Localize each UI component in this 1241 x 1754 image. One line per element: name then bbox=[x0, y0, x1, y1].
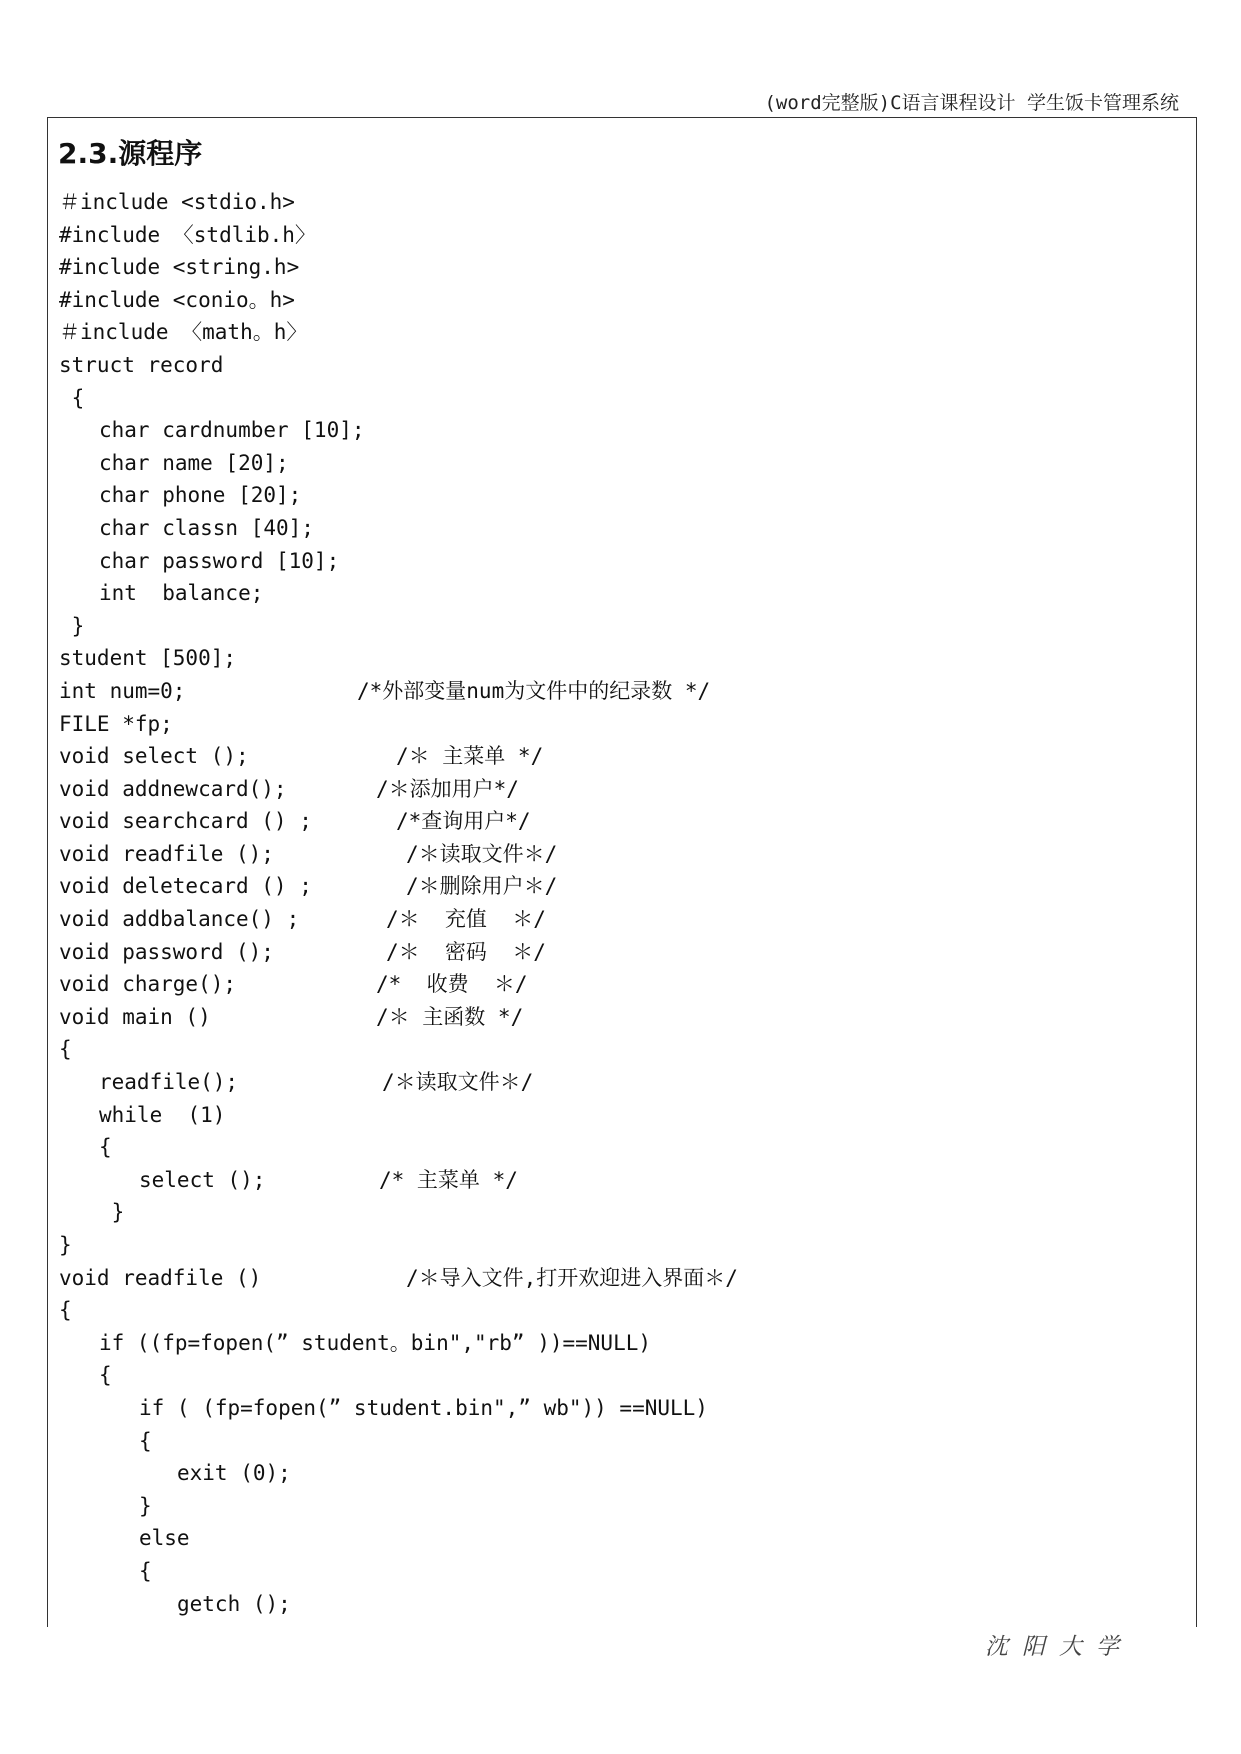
code-statement: void addbalance() ; bbox=[59, 907, 300, 932]
code-statement: void addnewcard(); bbox=[59, 776, 287, 801]
code-line bbox=[59, 838, 1179, 871]
code-statement: getch (); bbox=[177, 1591, 291, 1616]
code-line bbox=[59, 1131, 1179, 1164]
code-comment: /＊读取文件＊/ bbox=[382, 1070, 534, 1095]
code-line bbox=[59, 1359, 1179, 1392]
code-line bbox=[59, 1522, 1179, 1555]
code-statement: } bbox=[99, 1200, 125, 1225]
code-line bbox=[59, 316, 1179, 349]
code-line bbox=[59, 186, 1179, 219]
code-line bbox=[59, 512, 1179, 545]
code-line bbox=[59, 1033, 1179, 1066]
code-statement: char phone [20]; bbox=[99, 483, 302, 508]
code-statement: void readfile (); bbox=[59, 841, 274, 866]
code-comment: /*外部变量num为文件中的纪录数 */ bbox=[357, 678, 711, 703]
code-line bbox=[59, 284, 1179, 317]
code-comment: /＊ 主菜单 */ bbox=[396, 744, 544, 769]
code-statement: student [500]; bbox=[59, 646, 237, 671]
code-comment: /＊ 密码 ＊/ bbox=[386, 939, 546, 964]
code-line bbox=[59, 1425, 1179, 1458]
code-statement: while (1) bbox=[99, 1102, 226, 1127]
code-line bbox=[59, 805, 1179, 838]
code-statement: readfile(); bbox=[99, 1070, 239, 1095]
code-line bbox=[59, 1555, 1179, 1588]
code-statement: { bbox=[59, 1298, 72, 1323]
code-comment: /＊删除用户＊/ bbox=[406, 874, 558, 899]
code-line bbox=[59, 382, 1179, 415]
code-statement: void password (); bbox=[59, 939, 274, 964]
code-line bbox=[59, 1588, 1179, 1621]
code-statement: else bbox=[139, 1526, 190, 1551]
code-line bbox=[59, 1099, 1179, 1132]
code-comment: /* 收费 ＊/ bbox=[376, 972, 528, 997]
code-line bbox=[59, 479, 1179, 512]
code-statement: { bbox=[139, 1428, 152, 1453]
code-line bbox=[59, 1262, 1179, 1295]
code-statement: } bbox=[139, 1493, 152, 1518]
code-line bbox=[59, 708, 1179, 741]
code-statement: void searchcard () ; bbox=[59, 809, 312, 834]
code-statement: char classn [40]; bbox=[99, 515, 314, 540]
code-comment: /＊导入文件,打开欢迎进入界面＊/ bbox=[406, 1265, 738, 1290]
code-comment: /＊添加用户*/ bbox=[376, 776, 519, 801]
code-statement: FILE *fp; bbox=[59, 711, 173, 736]
code-statement: { bbox=[139, 1558, 152, 1583]
code-comment: /* 主菜单 */ bbox=[379, 1167, 518, 1192]
code-statement: select (); bbox=[139, 1167, 266, 1192]
code-comment: /＊ 主函数 */ bbox=[376, 1004, 524, 1029]
code-line bbox=[59, 1490, 1179, 1523]
code-line bbox=[59, 870, 1179, 903]
code-statement: ＃include <stdio.h> bbox=[59, 190, 295, 214]
code-line bbox=[59, 1164, 1179, 1197]
code-line bbox=[59, 251, 1179, 284]
code-line bbox=[59, 773, 1179, 806]
code-statement: void deletecard () ; bbox=[59, 874, 312, 899]
code-statement: } bbox=[59, 1233, 72, 1257]
code-statement: } bbox=[59, 613, 85, 638]
code-line bbox=[59, 1001, 1179, 1034]
code-statement: { bbox=[99, 1363, 112, 1388]
code-statement: #include <conio。h> bbox=[59, 287, 295, 312]
code-line bbox=[59, 1294, 1179, 1327]
code-statement: ＃include 〈math。h〉 bbox=[59, 320, 308, 345]
code-statement: #include 〈stdlib.h〉 bbox=[59, 222, 316, 247]
footer-school-name: 沈阳大学 bbox=[985, 1634, 1133, 1660]
code-statement: if ( (fp=fopen(” student.bin",” wb")) ==NULL) bbox=[139, 1395, 708, 1420]
code-line bbox=[59, 675, 1179, 708]
source-code-block bbox=[59, 186, 1179, 1620]
code-statement: char password [10]; bbox=[99, 548, 340, 573]
code-comment: /*查询用户*/ bbox=[396, 809, 531, 834]
code-statement: int num=0; bbox=[59, 678, 186, 703]
document-header-title: (word完整版)C语言课程设计 学生饭卡管理系统 bbox=[764, 92, 1179, 114]
code-line bbox=[59, 903, 1179, 936]
code-line bbox=[59, 740, 1179, 773]
code-comment: /＊ 充值 ＊/ bbox=[386, 907, 546, 932]
code-line bbox=[59, 349, 1179, 382]
code-statement: char cardnumber [10]; bbox=[99, 418, 365, 443]
code-line bbox=[59, 610, 1179, 643]
code-statement: { bbox=[59, 1037, 72, 1062]
code-line bbox=[59, 1327, 1179, 1360]
code-statement: exit (0); bbox=[177, 1461, 291, 1486]
code-statement: void main () bbox=[59, 1004, 211, 1029]
code-line bbox=[59, 936, 1179, 969]
code-statement: int balance; bbox=[99, 581, 264, 606]
code-line bbox=[59, 219, 1179, 252]
code-line bbox=[59, 1196, 1179, 1229]
code-line bbox=[59, 1066, 1179, 1099]
code-statement: char name [20]; bbox=[99, 450, 289, 475]
code-line bbox=[59, 1457, 1179, 1490]
code-statement: #include <string.h> bbox=[59, 255, 300, 280]
code-line bbox=[59, 1229, 1179, 1262]
code-statement: struct record bbox=[59, 352, 224, 377]
code-line bbox=[59, 577, 1179, 610]
code-line bbox=[59, 447, 1179, 480]
code-line bbox=[59, 968, 1179, 1001]
code-comment: /＊读取文件＊/ bbox=[406, 841, 558, 866]
code-statement: { bbox=[99, 1135, 112, 1160]
code-statement: { bbox=[59, 385, 85, 410]
code-statement: void readfile () bbox=[59, 1265, 262, 1290]
code-line bbox=[59, 642, 1179, 675]
code-statement: void select (); bbox=[59, 744, 249, 769]
code-statement: void charge(); bbox=[59, 972, 237, 997]
code-line bbox=[59, 414, 1179, 447]
code-statement: if ((fp=fopen(” student。bin","rb” ))==NULL) bbox=[99, 1330, 652, 1355]
code-line bbox=[59, 545, 1179, 578]
section-title: 2.3.源程序 bbox=[58, 137, 203, 170]
code-line bbox=[59, 1392, 1179, 1425]
